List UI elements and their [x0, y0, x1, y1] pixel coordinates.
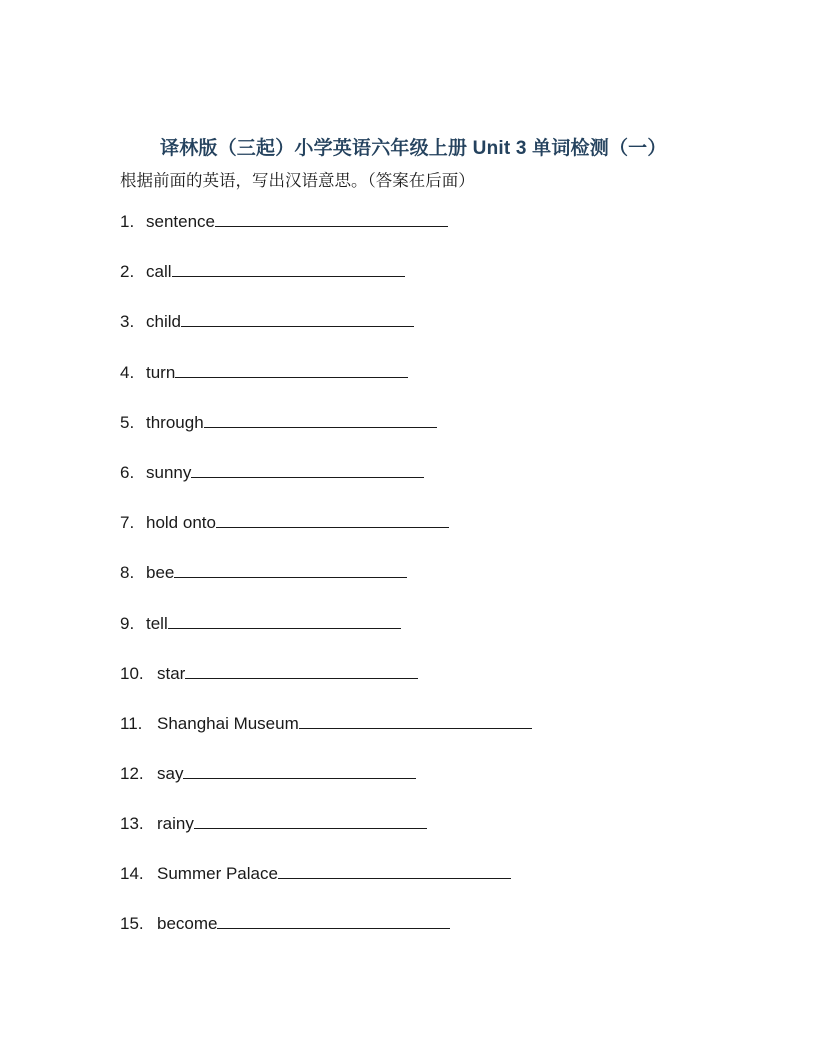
list-item — [120, 262, 405, 282]
item-word: Shanghai Museum — [157, 714, 299, 733]
list-item — [120, 664, 418, 684]
list-item — [120, 363, 408, 383]
item-number: 4. — [120, 363, 135, 382]
item-number: 7. — [120, 513, 135, 532]
item-number: 14. — [120, 864, 144, 883]
answer-blank[interactable] — [194, 827, 427, 829]
item-word: star — [157, 664, 186, 683]
item-word: sentence — [146, 212, 215, 231]
item-word: call — [146, 262, 172, 281]
list-item — [120, 714, 532, 734]
item-number: 11. — [120, 714, 143, 733]
item-number: 6. — [120, 463, 135, 482]
list-item — [120, 513, 449, 533]
answer-blank[interactable] — [278, 877, 511, 879]
item-word: hold onto — [146, 513, 216, 532]
item-word: tell — [146, 614, 168, 633]
page-title: 译林版（三起）小学英语六年级上册 Unit 3 单词检测（一） — [160, 138, 667, 159]
answer-blank[interactable] — [217, 927, 450, 929]
item-number: 1. — [120, 212, 135, 231]
list-item — [120, 463, 424, 483]
item-number: 12. — [120, 764, 144, 783]
answer-blank[interactable] — [216, 526, 449, 528]
answer-blank[interactable] — [191, 476, 424, 478]
list-item — [120, 814, 427, 834]
list-item — [120, 864, 511, 884]
item-word: become — [157, 914, 218, 933]
answer-blank[interactable] — [204, 426, 437, 428]
list-item — [120, 312, 414, 332]
item-word: bee — [146, 563, 175, 582]
item-number: 8. — [120, 563, 135, 582]
answer-blank[interactable] — [174, 576, 407, 578]
item-number: 13. — [120, 814, 144, 833]
answer-blank[interactable] — [175, 376, 408, 378]
item-word: say — [157, 764, 184, 783]
answer-blank[interactable] — [185, 677, 418, 679]
list-item — [120, 914, 450, 934]
item-word: child — [146, 312, 181, 331]
list-item — [120, 413, 437, 433]
answer-blank[interactable] — [181, 325, 414, 327]
answer-blank[interactable] — [215, 225, 448, 227]
list-item — [120, 764, 416, 784]
item-number: 10. — [120, 664, 144, 683]
item-word: rainy — [157, 814, 194, 833]
item-number: 15. — [120, 914, 144, 933]
item-word: through — [146, 413, 204, 432]
answer-blank[interactable] — [168, 627, 401, 629]
item-word: Summer Palace — [157, 864, 278, 883]
item-number: 5. — [120, 413, 135, 432]
instruction-text: 根据前面的英语，写出汉语意思。（答案在后面） — [120, 172, 475, 190]
item-number: 3. — [120, 312, 135, 331]
answer-blank[interactable] — [172, 275, 405, 277]
item-word: turn — [146, 363, 176, 382]
list-item — [120, 563, 407, 583]
answer-blank[interactable] — [183, 777, 416, 779]
item-number: 2. — [120, 262, 135, 281]
item-word: sunny — [146, 463, 192, 482]
item-number: 9. — [120, 614, 135, 633]
list-item — [120, 614, 401, 634]
answer-blank[interactable] — [299, 727, 532, 729]
list-item — [120, 212, 448, 232]
